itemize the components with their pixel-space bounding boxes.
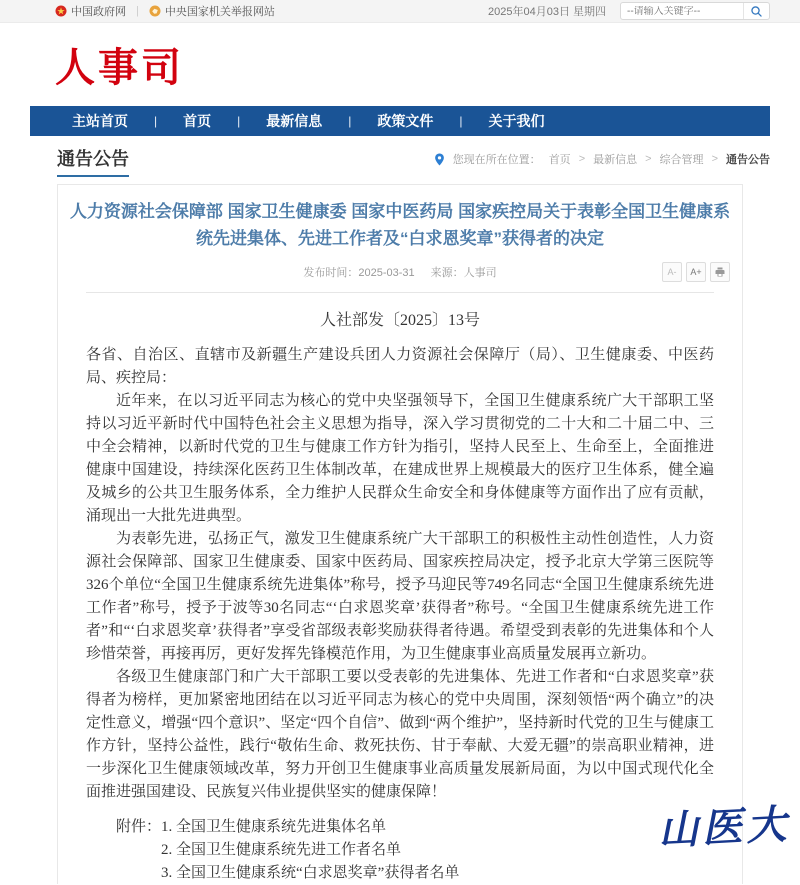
print-button[interactable] [710,262,730,282]
section-title: 通告公告 [57,149,129,169]
publish-time-value: 2025-03-31 [358,267,415,279]
breadcrumb-item-general-management[interactable]: 综合管理 [659,154,704,166]
site-header [0,23,800,106]
source-value: 人事司 [463,267,497,279]
watermark-logo: 山医大 [657,800,792,855]
attachments-label: 附件： [116,819,162,835]
location-pin-icon [434,153,445,166]
attachment-item-2: 2. 全国卫生健康系统先进工作者名单 [161,842,402,858]
search-button[interactable] [743,3,769,19]
nav-item-home[interactable]: 首页 [183,113,212,129]
font-increase-button[interactable]: A+ [686,262,706,282]
search-icon [750,5,763,18]
article-tools [662,262,730,282]
breadcrumb-separator: > [645,153,652,165]
breadcrumb-row [30,136,770,182]
breadcrumb-location-label: 您现在所在位置： [452,154,541,166]
article-container [57,184,743,884]
gov-site-link[interactable] [55,3,126,19]
top-utility-bar [0,0,800,23]
main-nav [30,106,770,136]
font-decrease-button[interactable]: A- [662,262,682,282]
report-badge-icon [149,5,161,17]
title-divider [86,292,714,293]
publish-time-label: 发布时间： [303,267,359,279]
printer-icon [714,266,726,278]
breadcrumb-separator: > [711,153,718,165]
breadcrumb-item-current: 通告公告 [726,154,770,166]
nav-item-main-home[interactable]: 主站首页 [72,113,128,129]
publish-info-row [86,262,714,284]
paragraph-background: 近年来，在以习近平同志为核心的党中央坚强领导下，全国卫生健康系统广大干部职工坚持以习近平新时代中国特色社会主义思想为指导，深入学习贯彻党的二十大和二十届二中、三中全会精神，以新时代党的卫生与健康工作方针为指引，坚持人民至上、生命至上，全面推进健康中国建设，持续深化医药卫生体制改革，在建成世界上规模最大的医疗卫生体系，健全遍及城乡的公共卫生服务体系，全力维护人民群众生命安全和身体健康等方面作出了应有贡献，涌现出一大批先进典型。 [86,393,714,524]
attachment-item-1: 1. 全国卫生健康系统先进集体名单 [161,819,387,835]
nav-separator: | [348,114,352,128]
attachment-item-3: 3. 全国卫生健康系统“白求恩奖章”获得者名单 [161,865,460,881]
nav-item-latest-news[interactable]: 最新信息 [266,113,323,129]
report-site-label: 中央国家机关举报网站 [164,6,275,18]
article-title: 人力资源社会保障部 国家卫生健康委 国家中医药局 国家疾控局关于表彰全国卫生健康系统先进集体、先进工作者及“白求恩奖章”获得者的决定 [69,202,731,248]
paragraph-salutation: 各省、自治区、直辖市及新疆生产建设兵团人力资源社会保障厅（局）、卫生健康委、中医药局、疾控局： [86,347,714,386]
breadcrumb-item-home[interactable]: 首页 [548,154,571,166]
attachments-block [116,816,714,885]
nav-separator: | [154,114,158,128]
breadcrumb-separator: > [578,153,586,165]
search-input[interactable] [621,6,743,17]
paragraph-call-to-action: 各级卫生健康部门和广大干部职工要以受表彰的先进集体、先进工作者和“白求恩奖章”获得者为榜样，更加紧密地团结在以习近平同志为核心的党中央周围，深刻领悟“两个确立”的决定性意义，增强“四个意识”、坚定“四个自信”、做到“两个维护”，坚持新时代党的卫生与健康工作方针，坚持公益性，践行“敬佑生命、救死扶伤、甘于奉献、大爱无疆”的崇高职业精神，进一步深化卫生健康领域改革，努力开创卫生健康事业高质量发展新局面，为以中国式现代化全面推进强国建设、民族复兴伟业提供坚实的健康保障！ [86,669,714,800]
nav-item-policy-documents[interactable]: 政策文件 [377,113,434,129]
national-emblem-icon [55,5,67,17]
search-box [620,2,770,20]
nav-separator: | [237,114,241,128]
document-number: 人社部发〔2025〕13号 [319,312,480,329]
report-site-link[interactable] [149,3,275,19]
article-body [86,344,714,804]
nav-separator: | [459,114,463,128]
paragraph-awards-decision: 为表彰先进，弘扬正气，激发卫生健康系统广大干部职工的积极性主动性创造性，人力资源社会保障部、国家卫生健康委、国家中医药局、国家疾控局决定，授予北京大学第三医院等326个单位“全国卫生健康系统先进集体”称号，授予马迎民等749名同志“全国卫生健康系统先进工作者”称号，授予于波等30名同志“‘白求恩奖章’获得者”称号。“全国卫生健康系统先进工作者”和“‘白求恩奖章’获得者”享受省部级表彰奖励获得者待遇。希望受到表彰的先进集体和个人珍惜荣誉，再接再厉，更好发挥先锋模范作用，为卫生健康事业高质量发展再立新功。 [86,531,714,662]
source-label: 来源： [430,267,464,279]
nav-item-about-us[interactable]: 关于我们 [488,113,545,129]
current-date: 2025年04月03日 星期四 [488,6,606,18]
gov-site-label: 中国政府网 [71,6,126,18]
breadcrumb [434,151,770,167]
breadcrumb-item-latest-news[interactable]: 最新信息 [593,154,638,166]
topbar-separator: | [136,5,139,17]
site-logo[interactable]: 人事司 [55,46,184,90]
